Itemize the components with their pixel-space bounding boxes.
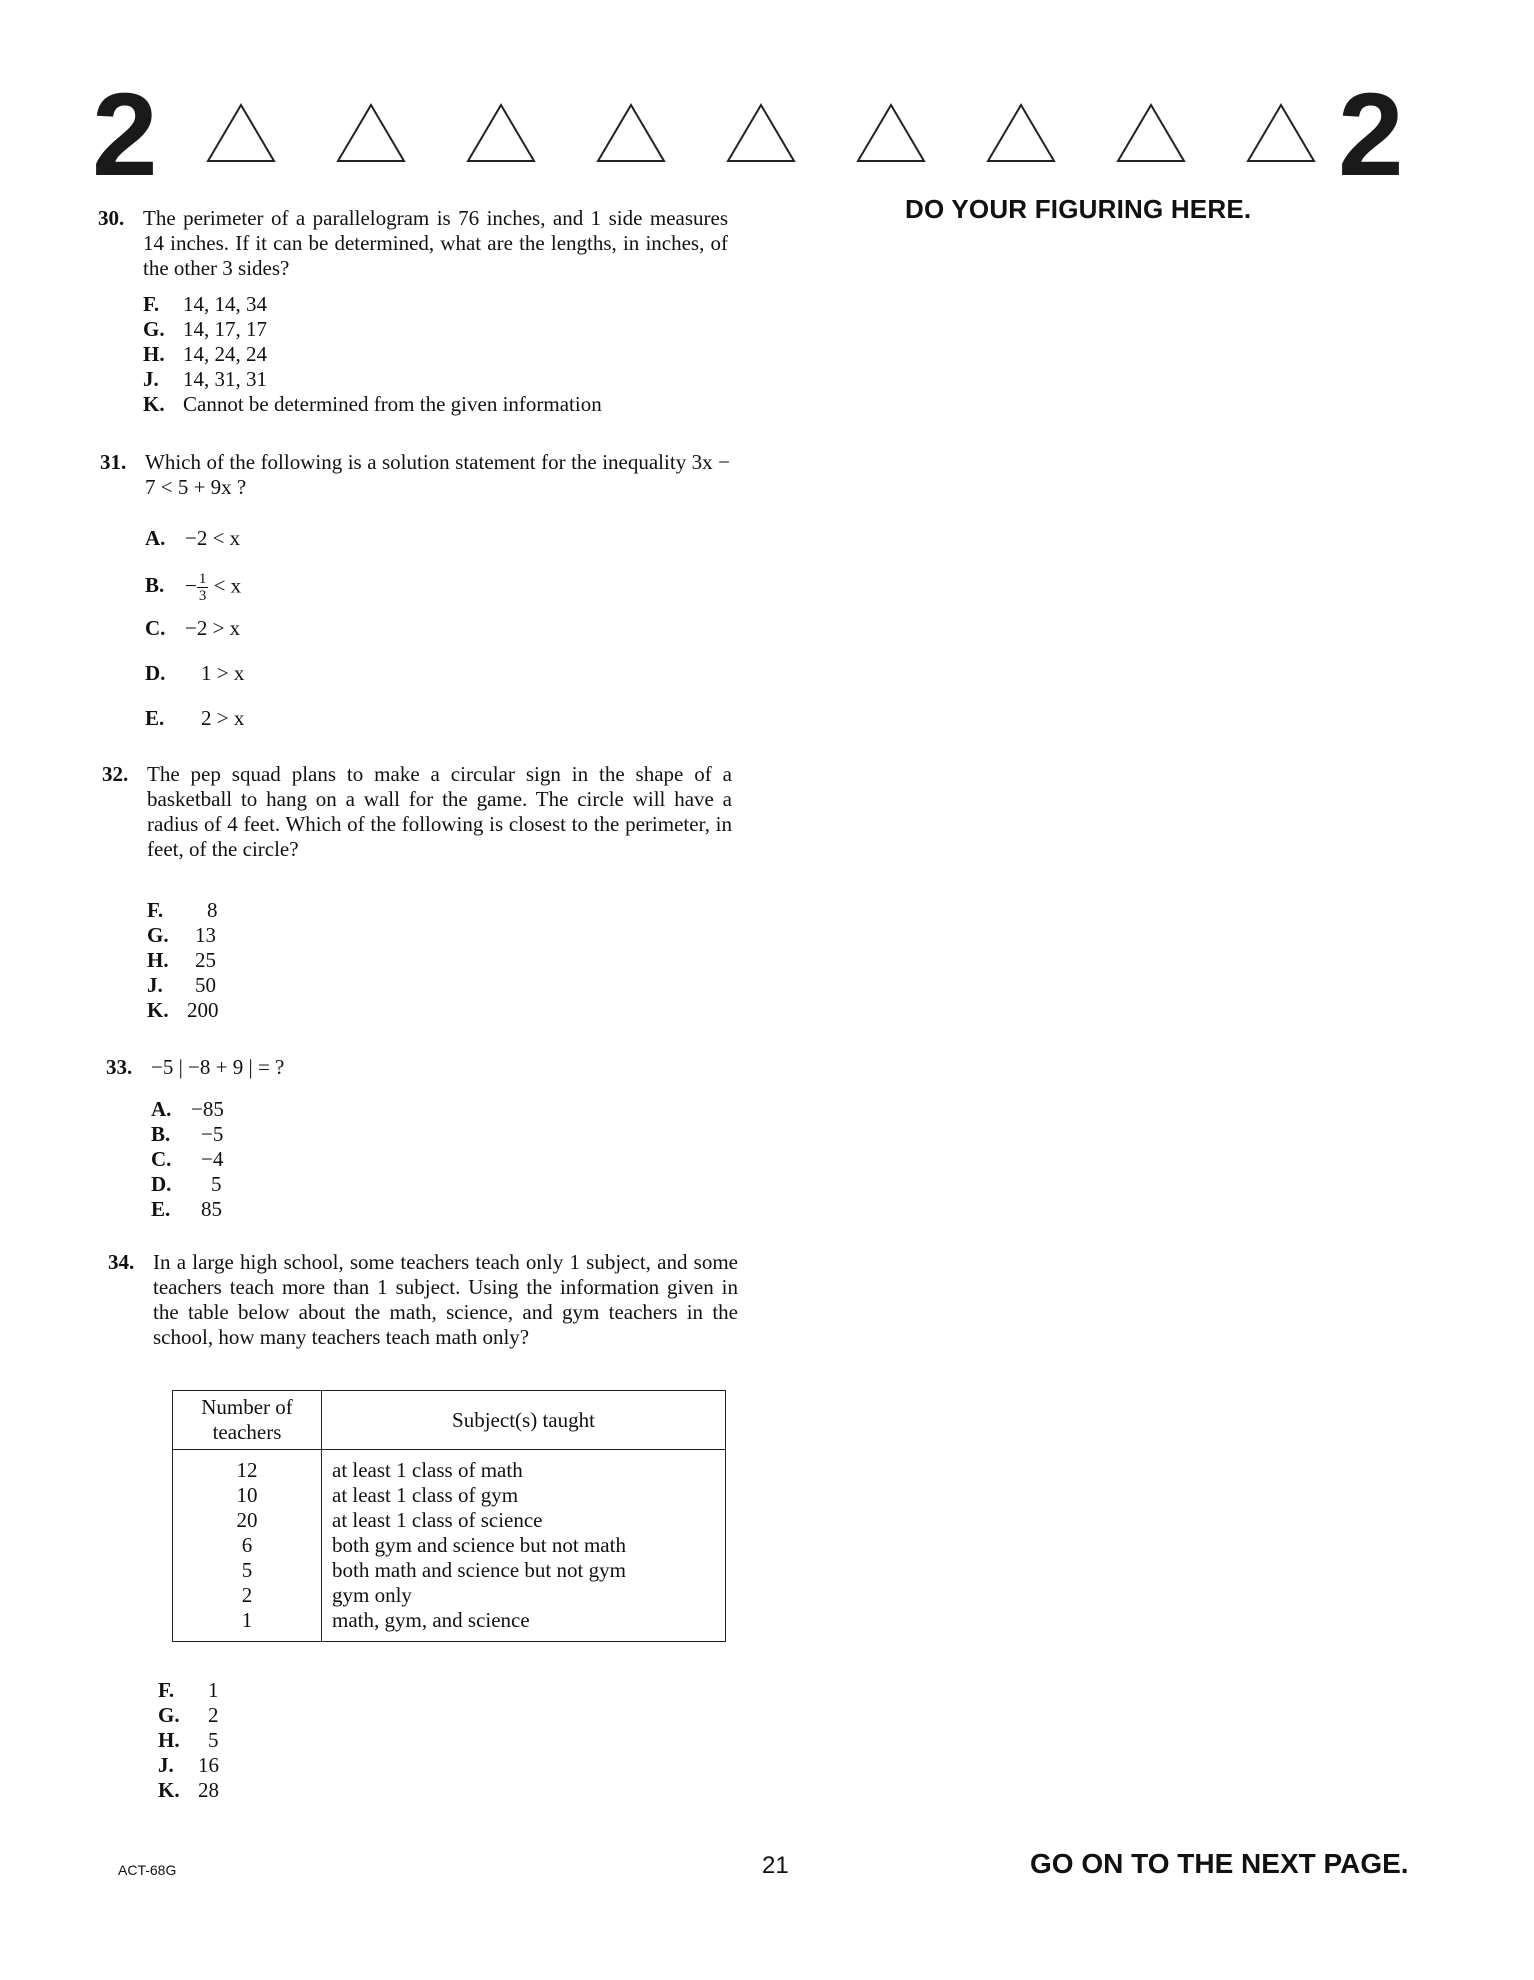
triangle-icon xyxy=(985,102,1057,164)
option-text: 14, 24, 24 xyxy=(183,342,267,366)
option-text: 200 xyxy=(187,998,219,1022)
option-text: −85 xyxy=(191,1097,224,1121)
cell-subjects: both gym and science but not math xyxy=(322,1533,726,1558)
option-prefix: − xyxy=(185,573,197,598)
section-header xyxy=(0,69,1534,201)
option-letter: B. xyxy=(151,1122,171,1146)
option-k[interactable] xyxy=(147,998,219,1023)
question-number: 34. xyxy=(108,1250,135,1274)
option-letter: E. xyxy=(145,706,165,730)
go-on-label: GO ON TO THE NEXT PAGE. xyxy=(1030,1848,1409,1879)
option-h[interactable] xyxy=(143,342,267,367)
option-letter: H. xyxy=(143,342,165,366)
question-text: The perimeter of a parallelogram is 76 inches, and 1 side measures 14 inches. If it can be determined, what are the lengths, in inches, of the other 3 sides? xyxy=(143,206,728,280)
option-f[interactable] xyxy=(147,898,218,923)
question-text: Which of the following is a solution statement for the inequality 3x − 7 < 5 + 9x ? xyxy=(145,450,730,499)
option-letter: J. xyxy=(147,973,163,997)
option-a[interactable] xyxy=(151,1097,224,1122)
figuring-label: DO YOUR FIGURING HERE. xyxy=(905,194,1252,224)
option-text: 14, 14, 34 xyxy=(183,292,267,316)
table-row xyxy=(173,1608,726,1642)
triangle-icon xyxy=(725,102,797,164)
option-c[interactable] xyxy=(151,1147,223,1172)
option-a[interactable] xyxy=(145,526,240,551)
question-number: 33. xyxy=(106,1055,133,1079)
triangle-icon xyxy=(595,102,667,164)
section-number-left: 2 xyxy=(92,69,158,201)
option-letter: H. xyxy=(158,1728,180,1752)
triangle-icon xyxy=(335,102,407,164)
option-k[interactable] xyxy=(143,392,602,417)
section-number-right: 2 xyxy=(1338,69,1404,201)
option-text: 2 xyxy=(208,1703,219,1727)
option-text: −4 xyxy=(201,1147,224,1171)
table-body xyxy=(173,1450,726,1642)
option-letter: E. xyxy=(151,1197,171,1221)
option-letter: G. xyxy=(147,923,169,947)
triangle-icon xyxy=(855,102,927,164)
table-row xyxy=(173,1450,726,1484)
question-number: 32. xyxy=(102,762,129,786)
option-g[interactable] xyxy=(143,317,267,342)
question-number: 31. xyxy=(100,450,127,474)
option-k[interactable] xyxy=(158,1778,219,1803)
option-letter: F. xyxy=(143,292,160,316)
option-e[interactable] xyxy=(145,706,244,731)
option-letter: A. xyxy=(145,526,166,550)
option-j[interactable] xyxy=(147,973,216,998)
option-text: 28 xyxy=(198,1778,219,1802)
cell-number: 1 xyxy=(173,1608,322,1642)
cell-subjects: at least 1 class of math xyxy=(322,1450,726,1484)
cell-number: 10 xyxy=(173,1483,322,1508)
table-row xyxy=(173,1583,726,1608)
option-j[interactable] xyxy=(158,1753,219,1778)
option-text: 1 xyxy=(208,1678,219,1702)
option-text: 8 xyxy=(207,898,218,922)
option-letter: A. xyxy=(151,1097,172,1121)
option-text: 50 xyxy=(195,973,216,997)
option-letter: F. xyxy=(158,1678,175,1702)
option-letter: C. xyxy=(151,1147,172,1171)
option-letter: D. xyxy=(145,661,166,685)
option-text: 14, 17, 17 xyxy=(183,317,267,341)
question-text: The pep squad plans to make a circular sign in the shape of a basketball to hang on a wall for the game. The circle will have a radius of 4 feet. Which of the following is closest to the perimeter, in feet, of the circle? xyxy=(147,762,732,861)
option-j[interactable] xyxy=(143,367,267,392)
fraction xyxy=(197,571,209,604)
cell-subjects: at least 1 class of gym xyxy=(322,1483,726,1508)
option-letter: K. xyxy=(158,1778,180,1802)
option-letter: B. xyxy=(145,573,165,598)
option-c[interactable] xyxy=(145,616,240,641)
option-b[interactable] xyxy=(151,1122,223,1147)
table-row xyxy=(173,1508,726,1533)
option-b[interactable] xyxy=(145,571,241,604)
cell-subjects: gym only xyxy=(322,1583,726,1608)
option-letter: C. xyxy=(145,616,166,640)
option-text: 85 xyxy=(201,1197,222,1221)
fraction-numerator: 1 xyxy=(198,571,207,587)
cell-subjects: both math and science but not gym xyxy=(322,1558,726,1583)
page-number: 21 xyxy=(762,1852,789,1879)
option-text: 1 > x xyxy=(201,661,245,685)
option-f[interactable] xyxy=(158,1678,219,1703)
cell-subjects: math, gym, and science xyxy=(322,1608,726,1642)
option-d[interactable] xyxy=(145,661,244,686)
option-text: 13 xyxy=(195,923,216,947)
option-letter: K. xyxy=(147,998,169,1022)
table-row xyxy=(173,1558,726,1583)
cell-number: 20 xyxy=(173,1508,322,1533)
teachers-table xyxy=(172,1390,726,1642)
header-subjects-taught: Subject(s) taught xyxy=(322,1391,726,1450)
option-g[interactable] xyxy=(147,923,216,948)
triangle-icon xyxy=(465,102,537,164)
option-g[interactable] xyxy=(158,1703,219,1728)
option-letter: H. xyxy=(147,948,169,972)
triangle-icon xyxy=(1115,102,1187,164)
option-text: −2 > x xyxy=(185,616,241,640)
option-text: 5 xyxy=(208,1728,219,1752)
option-suffix: < x xyxy=(208,573,242,598)
option-f[interactable] xyxy=(143,292,267,317)
cell-number: 12 xyxy=(173,1450,322,1484)
triangle-icon xyxy=(1245,102,1317,164)
option-letter: J. xyxy=(158,1753,174,1777)
option-text: −2 < x xyxy=(185,526,241,550)
option-text: 16 xyxy=(198,1753,219,1777)
option-letter: K. xyxy=(143,392,165,416)
option-letter: F. xyxy=(147,898,164,922)
option-e[interactable] xyxy=(151,1197,222,1222)
option-text: 14, 31, 31 xyxy=(183,367,267,391)
option-letter: D. xyxy=(151,1172,172,1196)
table-header-row xyxy=(173,1391,726,1450)
question-text: In a large high school, some teachers teach only 1 subject, and some teachers teach more than 1 subject. Using the information given in the table below about the math, science, and gym teachers in the school, how many teachers teach math only? xyxy=(153,1250,738,1349)
option-text: 25 xyxy=(195,948,216,972)
table-row xyxy=(173,1483,726,1508)
question-text: −5 | −8 + 9 | = ? xyxy=(151,1055,285,1079)
option-text: Cannot be determined from the given information xyxy=(183,392,602,416)
table-row xyxy=(173,1533,726,1558)
header-number-of-teachers: Number of teachers xyxy=(173,1391,322,1450)
option-d[interactable] xyxy=(151,1172,222,1197)
option-h[interactable] xyxy=(158,1728,219,1753)
cell-subjects: at least 1 class of science xyxy=(322,1508,726,1533)
question-number: 30. xyxy=(98,206,125,230)
option-text: 2 > x xyxy=(201,706,245,730)
option-text: 5 xyxy=(211,1172,222,1196)
cell-number: 2 xyxy=(173,1583,322,1608)
option-letter: G. xyxy=(143,317,165,341)
triangle-icon xyxy=(205,102,277,164)
cell-number: 5 xyxy=(173,1558,322,1583)
cell-number: 6 xyxy=(173,1533,322,1558)
option-h[interactable] xyxy=(147,948,216,973)
fraction-denominator: 3 xyxy=(198,588,207,604)
option-text: −5 xyxy=(201,1122,224,1146)
form-code: ACT-68G xyxy=(118,1862,177,1878)
option-letter: G. xyxy=(158,1703,180,1727)
option-letter: J. xyxy=(143,367,159,391)
